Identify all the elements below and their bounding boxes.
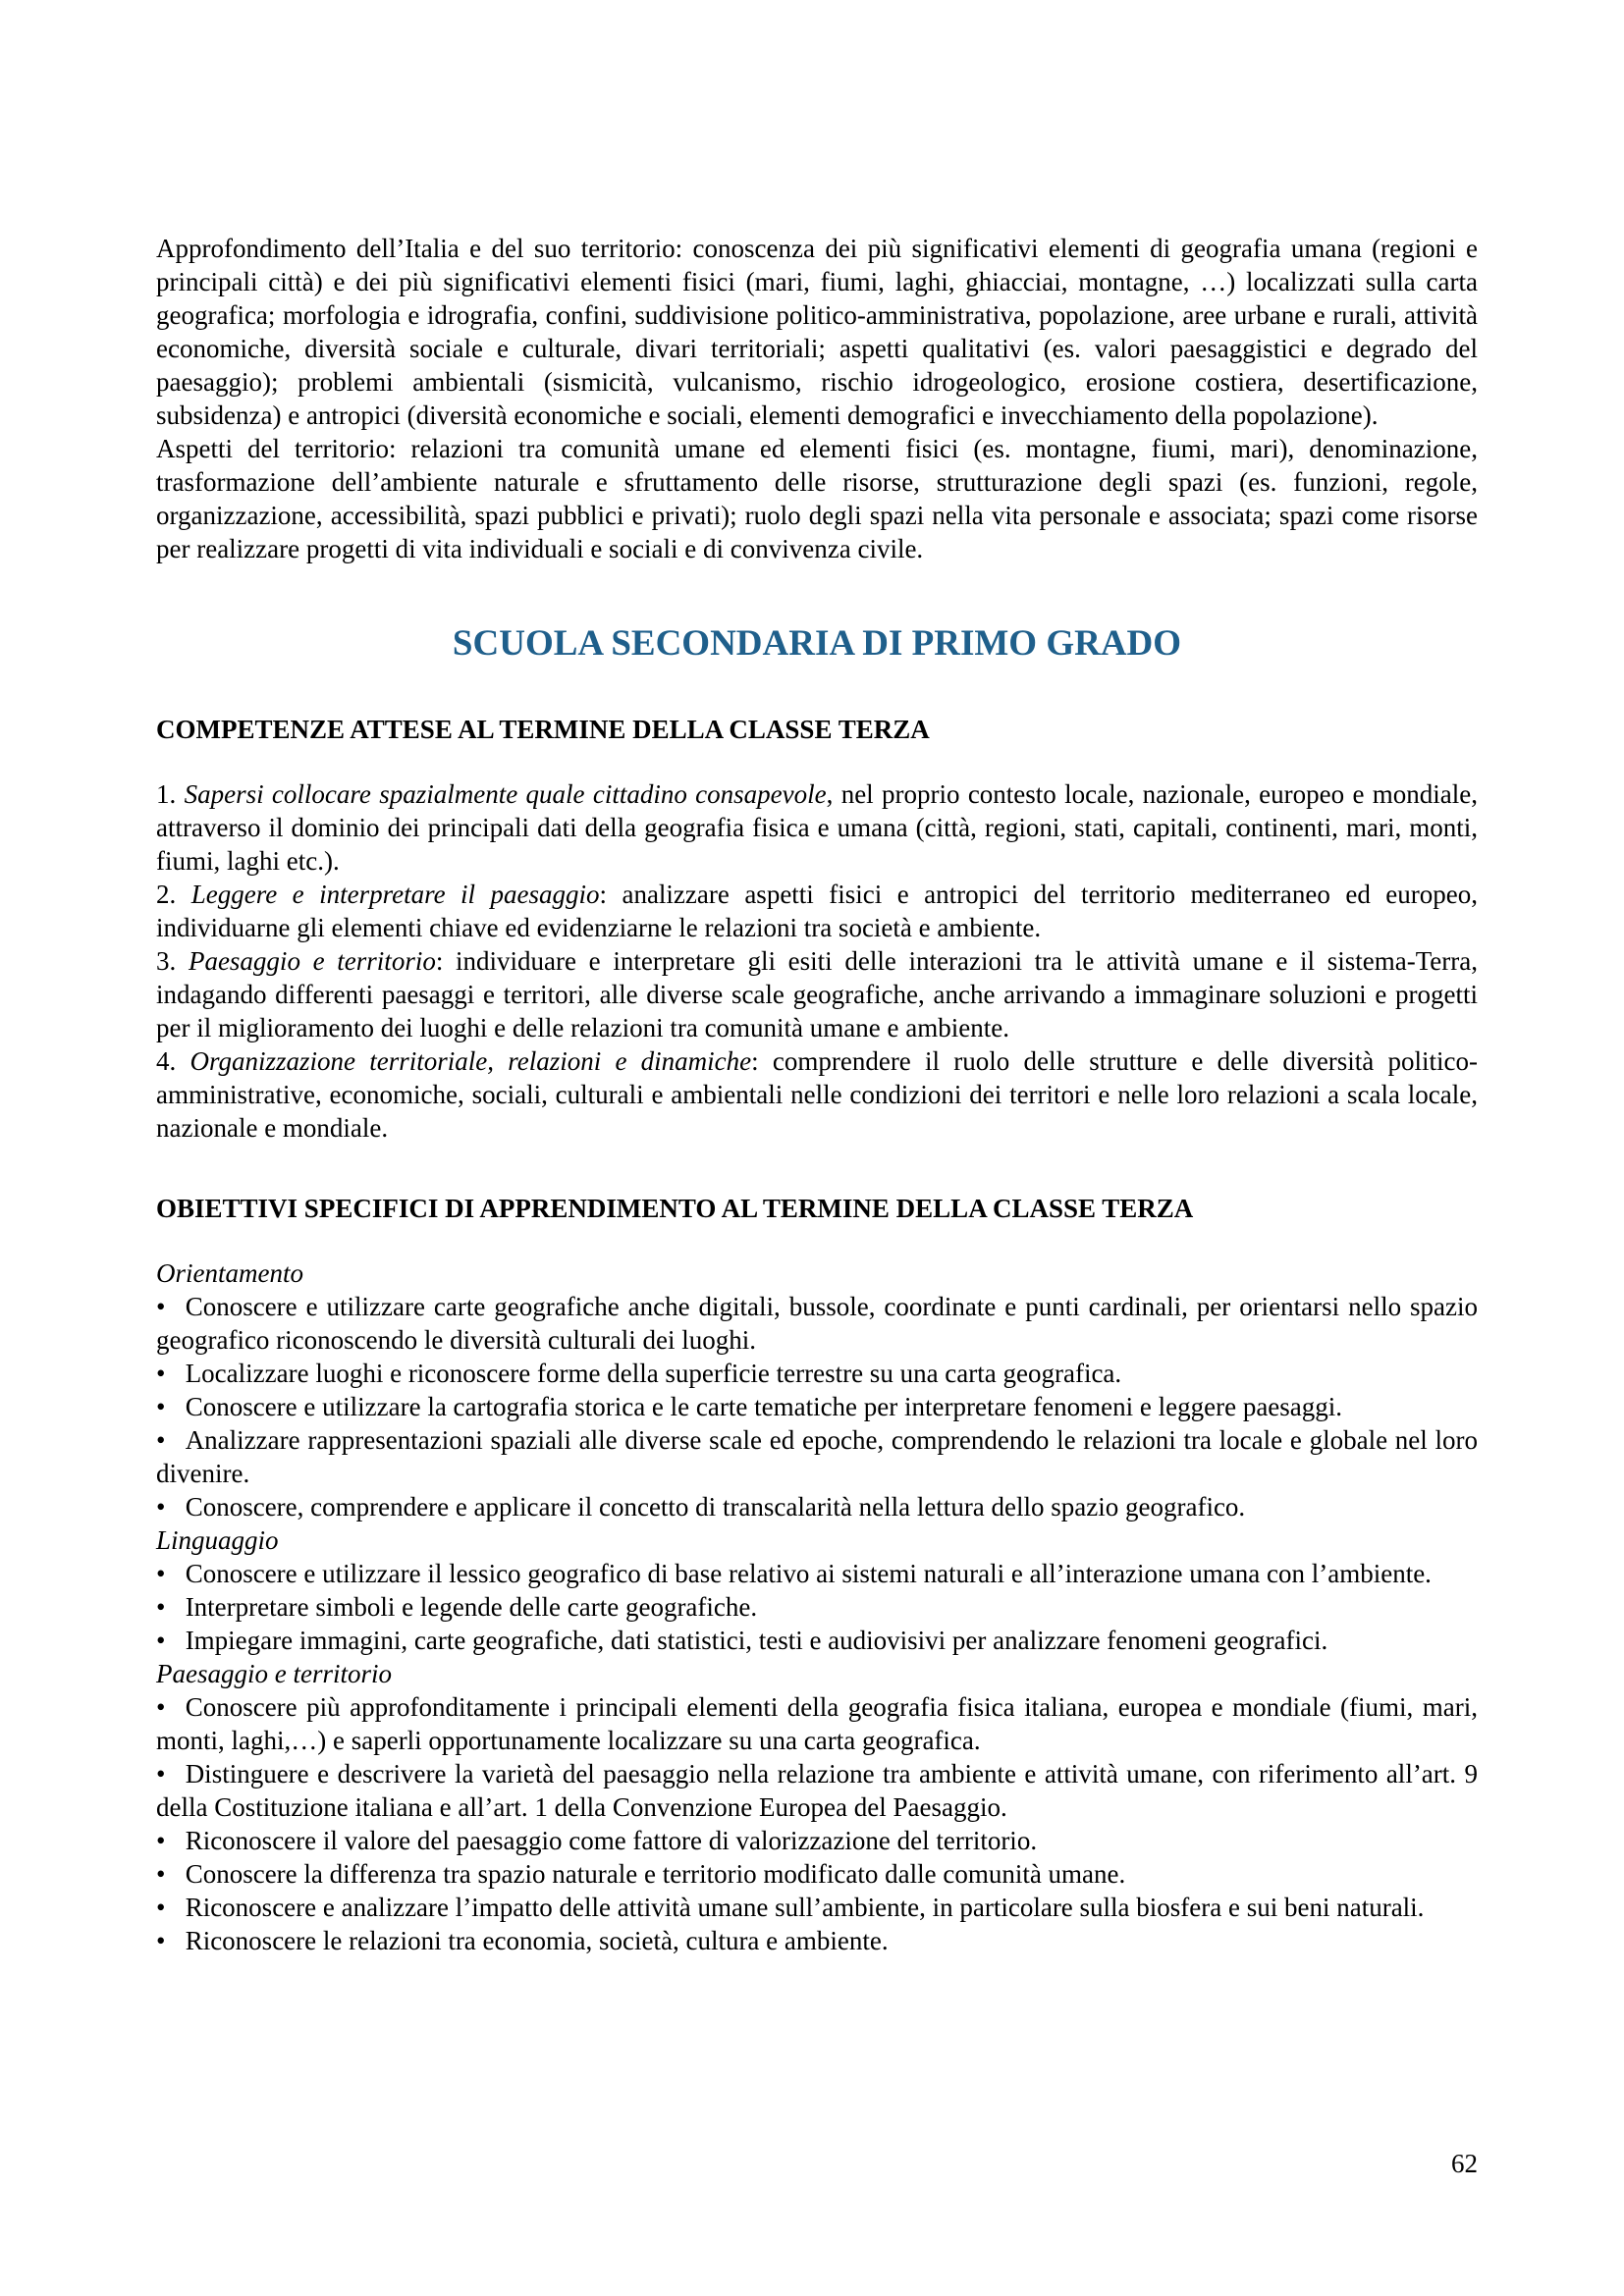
list-item-text: Interpretare simboli e legende delle carte geografiche. (185, 1592, 758, 1622)
competenza-title: Organizzazione territoriale, relazioni e dinamiche (189, 1046, 752, 1076)
intro-paragraph-1: Approfondimento dell’Italia e del suo territorio: conoscenza dei più significativi elementi di geografia umana (regioni e principali città) e dei più significativi elementi fisici (mari, fiumi, laghi, ghiacciai, montagne, …) localizzati sulla carta geografica; morfologia e idrografia, confini, suddivisione politico-amministrativa, popolazione, aree urbane e rurali, attività economiche, diversità sociale e culturale, divari territoriali; aspetti qualitativi (es. valori paesaggistici e degrado del paesaggio); problemi ambientali (sismicità, vulcanismo, rischio idrogeologico, erosione costiera, desertificazione, subsidenza) e antropici (diversità economiche e sociali, elementi demografici e invecchiamento della popolazione). (156, 234, 1478, 430)
list-item-text: Conoscere e utilizzare carte geografiche anche digitali, bussole, coordinate e punti cardinali, per orientarsi nello spazio geografico riconoscendo le diversità culturali dei luoghi. (156, 1292, 1478, 1355)
group-title-paesaggio: Paesaggio e territorio (156, 1659, 392, 1688)
competenza-item-2 (156, 878, 1478, 944)
competenze-list (156, 777, 1478, 1145)
bullet-icon: • (156, 1392, 166, 1421)
bullet-icon: • (156, 1292, 166, 1321)
list-item (156, 1357, 1478, 1390)
competenze-heading: COMPETENZE ATTESE AL TERMINE DELLA CLASSE TERZA (156, 715, 930, 744)
group-title-linguaggio: Linguaggio (156, 1525, 279, 1555)
list-item (156, 1891, 1478, 1924)
list-item (156, 1490, 1478, 1523)
list-item (156, 1924, 1478, 1957)
list-item-text: Localizzare luoghi e riconoscere forme della superficie terrestre su una carta geografica. (185, 1359, 1122, 1388)
group-title-orientamento: Orientamento (156, 1258, 303, 1288)
competenza-title: Leggere e interpretare il paesaggio (190, 880, 600, 909)
list-item-text: Impiegare immagini, carte geografiche, dati statistici, testi e audiovisivi per analizzare fenomeni geografici. (185, 1626, 1328, 1655)
list-item (156, 1757, 1478, 1824)
section-title: SCUOLA SECONDARIA DI PRIMO GRADO (452, 623, 1182, 664)
competenza-number: 4. (156, 1046, 190, 1076)
bullet-icon: • (156, 1692, 166, 1722)
obiettivi-heading: OBIETTIVI SPECIFICI DI APPRENDIMENTO AL TERMINE DELLA CLASSE TERZA (156, 1194, 1194, 1223)
competenza-text: : analizzare aspetti fisici e antropici del territorio mediterraneo ed europeo, individuarne gli elementi chiave ed evidenziarne le relazioni tra società e ambiente. (156, 880, 1478, 942)
list-item-text: Conoscere più approfonditamente i principali elementi della geografia fisica italiana, europea e mondiale (fiumi, mari, monti, laghi,…) e saperli opportunamente localizzare su una carta geografica. (156, 1692, 1478, 1755)
list-item (156, 1624, 1478, 1657)
list-item-text: Conoscere, comprendere e applicare il concetto di transcalarità nella lettura dello spazio geografico. (185, 1492, 1246, 1522)
list-item-text: Riconoscere le relazioni tra economia, società, cultura e ambiente. (185, 1926, 889, 1955)
list-item-text: Analizzare rappresentazioni spaziali alle diverse scale ed epoche, comprendendo le relazioni tra locale e globale nel loro divenire. (156, 1425, 1478, 1488)
list-item-text: Riconoscere e analizzare l’impatto delle attività umane sull’ambiente, in particolare sulla biosfera e sui beni naturali. (185, 1893, 1425, 1922)
list-item (156, 1824, 1478, 1857)
competenza-item-3 (156, 944, 1478, 1044)
list-item (156, 1423, 1478, 1490)
competenza-text: : comprendere il ruolo delle strutture e delle diversità politico-amministrative, economiche, sociali, culturali e ambientali nelle condizioni dei territori e nelle loro relazioni a scala locale, nazionale e mondiale. (156, 1046, 1479, 1143)
list-item-text: Conoscere e utilizzare la cartografia storica e le carte tematiche per interpretare fenomeni e leggere paesaggi. (185, 1392, 1343, 1421)
competenza-item-1 (156, 777, 1478, 878)
bullet-icon: • (156, 1926, 166, 1955)
list-item (156, 1590, 1478, 1624)
bullet-icon: • (156, 1826, 166, 1855)
bullet-icon: • (156, 1425, 166, 1455)
list-item (156, 1690, 1478, 1757)
competenza-number: 3. (156, 946, 189, 976)
competenza-number: 1. (156, 779, 185, 809)
competenza-title: Sapersi collocare spazialmente quale cittadino consapevole (184, 779, 827, 809)
competenza-text: : individuare e interpretare gli esiti delle interazioni tra le attività umane e il sistema-Terra, indagando differenti paesaggi e territori, alle diverse scale geografiche, anche arrivando a immaginare soluzioni e progetti per il miglioramento dei luoghi e delle relazioni tra comunità umane e ambiente. (156, 946, 1479, 1042)
competenza-title: Paesaggio e territorio (188, 946, 436, 976)
list-item (156, 1390, 1478, 1423)
page-number: 62 (1451, 2149, 1478, 2178)
document-page (156, 232, 1478, 1957)
list-item-text: Conoscere la differenza tra spazio naturale e territorio modificato dalle comunità umane. (185, 1859, 1126, 1889)
list-item-text: Conoscere e utilizzare il lessico geografico di base relativo ai sistemi naturali e all’interazione umana con l’ambiente. (185, 1559, 1432, 1588)
bullet-icon: • (156, 1893, 166, 1922)
bullet-icon: • (156, 1592, 166, 1622)
bullet-icon: • (156, 1559, 166, 1588)
competenza-item-4 (156, 1044, 1478, 1145)
list-item (156, 1557, 1478, 1590)
bullet-icon: • (156, 1626, 166, 1655)
list-item-text: Distinguere e descrivere la varietà del paesaggio nella relazione tra ambiente e attività umane, con riferimento all’art. 9 della Costituzione italiana e all’art. 1 della Convenzione Europea del Paesaggio. (156, 1759, 1478, 1822)
bullet-icon: • (156, 1359, 166, 1388)
bullet-icon: • (156, 1759, 166, 1789)
intro-paragraph-2: Aspetti del territorio: relazioni tra comunità umane ed elementi fisici (es. montagne, fiumi, mari), denominazione, trasformazione dell’ambiente naturale e sfruttamento delle risorse, strutturazione degli spazi (es. funzioni, regole, organizzazione, accessibilità, spazi pubblici e privati); ruolo degli spazi nella vita personale e associata; spazi come risorse per realizzare progetti di vita individuali e sociali e di convivenza civile. (156, 434, 1478, 563)
list-item (156, 1857, 1478, 1891)
competenza-text: , nel proprio contesto locale, nazionale, europeo e mondiale, attraverso il dominio dei principali dati della geografia fisica e umana (città, regioni, stati, capitali, continenti, mari, monti, fiumi, laghi etc.). (156, 779, 1478, 876)
bullet-icon: • (156, 1859, 166, 1889)
competenza-number: 2. (156, 880, 191, 909)
list-item (156, 1290, 1478, 1357)
obiettivi-list (156, 1256, 1478, 1957)
list-item-text: Riconoscere il valore del paesaggio come fattore di valorizzazione del territorio. (185, 1826, 1038, 1855)
bullet-icon: • (156, 1492, 166, 1522)
